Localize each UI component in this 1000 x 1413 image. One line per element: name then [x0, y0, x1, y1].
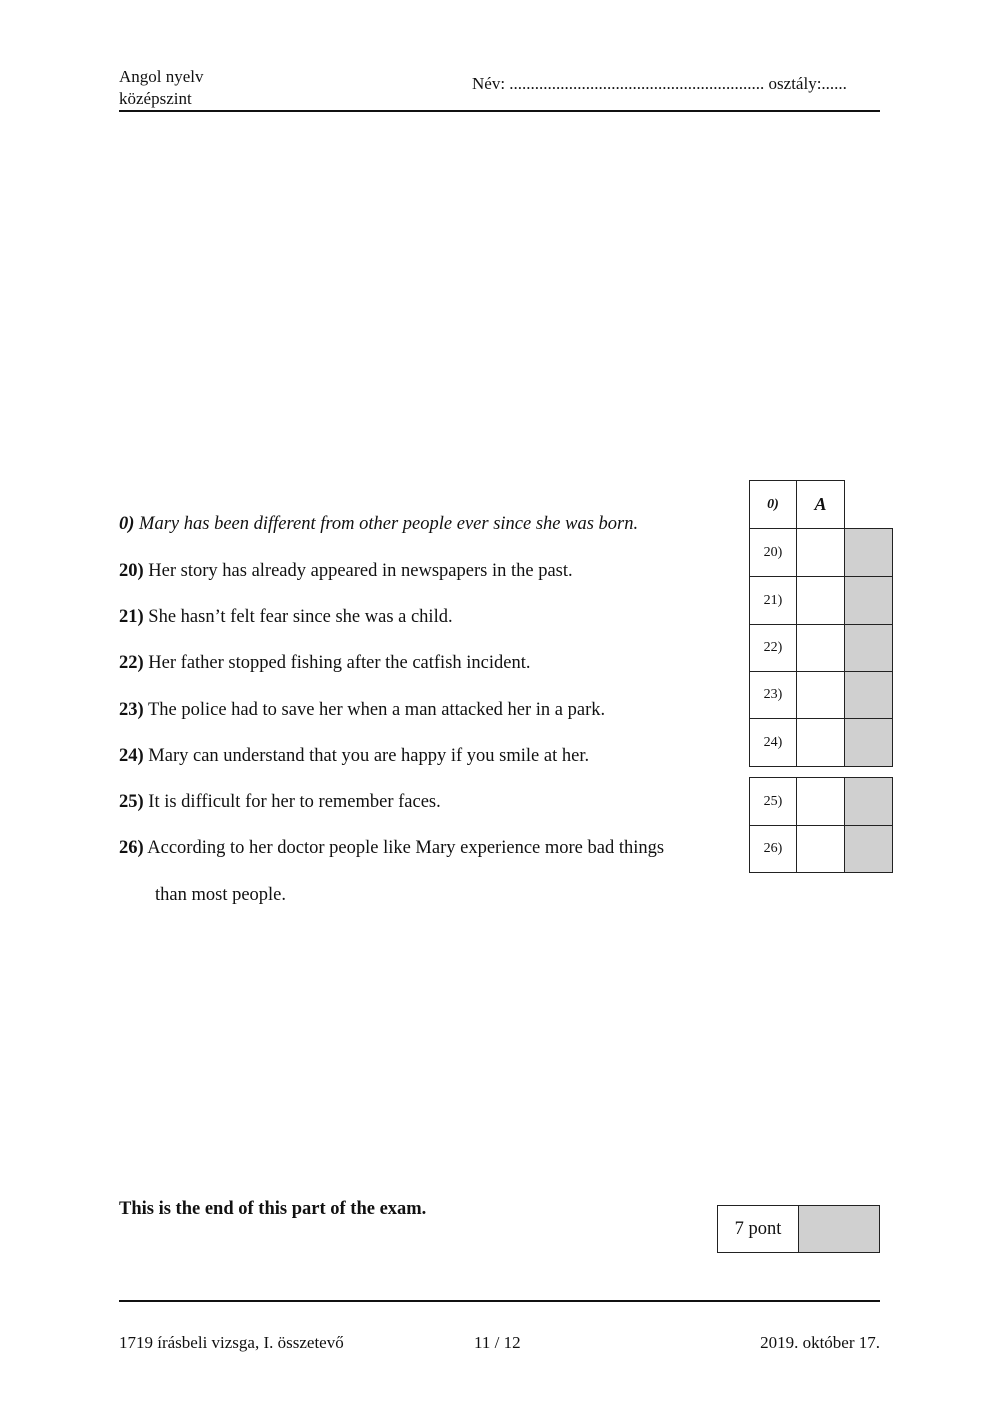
answer-grid-label-22: 22): [749, 624, 797, 672]
statement-text: Her father stopped fishing after the catfish incident.: [143, 653, 531, 673]
header-subject: Angol nyelv: [119, 67, 204, 86]
statement-text: It is difficult for her to remember faces.: [143, 792, 441, 812]
statement-number: 0): [119, 514, 135, 534]
statement-22: [119, 651, 531, 675]
footer-page-number: 11 / 12: [474, 1333, 521, 1352]
statement-20: [119, 559, 573, 583]
score-box-24: [844, 718, 893, 767]
statement-25: [119, 790, 441, 814]
statement-text: Mary has been different from other people ever since she was born.: [134, 514, 639, 534]
statement-26: [119, 836, 664, 860]
answer-grid-label-23: 23): [749, 671, 797, 719]
score-box-21: [844, 576, 893, 625]
answer-box-21[interactable]: [796, 576, 845, 625]
answer-box-20[interactable]: [796, 528, 845, 577]
score-box-25: [844, 777, 893, 826]
statement-number: 26): [119, 838, 144, 858]
answer-grid-label-21: 21): [749, 576, 797, 625]
header-subject-block: [119, 66, 204, 110]
answer-grid-label-26: 26): [749, 825, 797, 873]
answer-box-26[interactable]: [796, 825, 845, 873]
footer-exam-code: 1719 írásbeli vizsga, I. összetevő: [119, 1333, 344, 1352]
statement-text: The police had to save her when a man attacked her in a park.: [143, 700, 606, 720]
answer-grid-example-label: 0): [749, 480, 797, 529]
statement-number: 25): [119, 792, 144, 812]
score-box-20: [844, 528, 893, 577]
answer-grid-example-answer: A: [796, 480, 845, 529]
statement-24: [119, 744, 589, 768]
statement-number: 22): [119, 653, 144, 673]
header-level: középszint: [119, 89, 192, 108]
footer-divider: [119, 1300, 880, 1302]
statement-23: [119, 698, 605, 722]
statement-example: [119, 512, 638, 536]
statement-number: 21): [119, 607, 144, 627]
answer-box-24[interactable]: [796, 718, 845, 767]
answer-box-23[interactable]: [796, 671, 845, 719]
footer-date: 2019. október 17.: [760, 1333, 880, 1352]
statement-text: According to her doctor people like Mary experience more bad things: [143, 838, 665, 858]
statement-text: She hasn’t felt fear since she was a child.: [143, 607, 453, 627]
answer-grid-label-25: 25): [749, 777, 797, 826]
end-of-part-text: This is the end of this part of the exam.: [119, 1199, 427, 1219]
statement-text: Her story has already appeared in newspapers in the past.: [143, 561, 573, 581]
score-box-23: [844, 671, 893, 719]
header-name-field: Név: ............................................................ osztály:......: [472, 74, 847, 93]
statement-text: Mary can understand that you are happy if you smile at her.: [143, 746, 590, 766]
total-score-label: 7 pont: [717, 1205, 799, 1253]
statement-26-continued: than most people.: [155, 885, 287, 905]
statement-number: 20): [119, 561, 144, 581]
answer-grid-label-24: 24): [749, 718, 797, 767]
answer-box-22[interactable]: [796, 624, 845, 672]
statement-number: 23): [119, 700, 144, 720]
score-box-26: [844, 825, 893, 873]
score-box-22: [844, 624, 893, 672]
answer-box-25[interactable]: [796, 777, 845, 826]
statement-21: [119, 605, 453, 629]
statement-number: 24): [119, 746, 144, 766]
total-score-box: [798, 1205, 880, 1253]
answer-grid-label-20: 20): [749, 528, 797, 577]
header-divider: [119, 110, 880, 112]
